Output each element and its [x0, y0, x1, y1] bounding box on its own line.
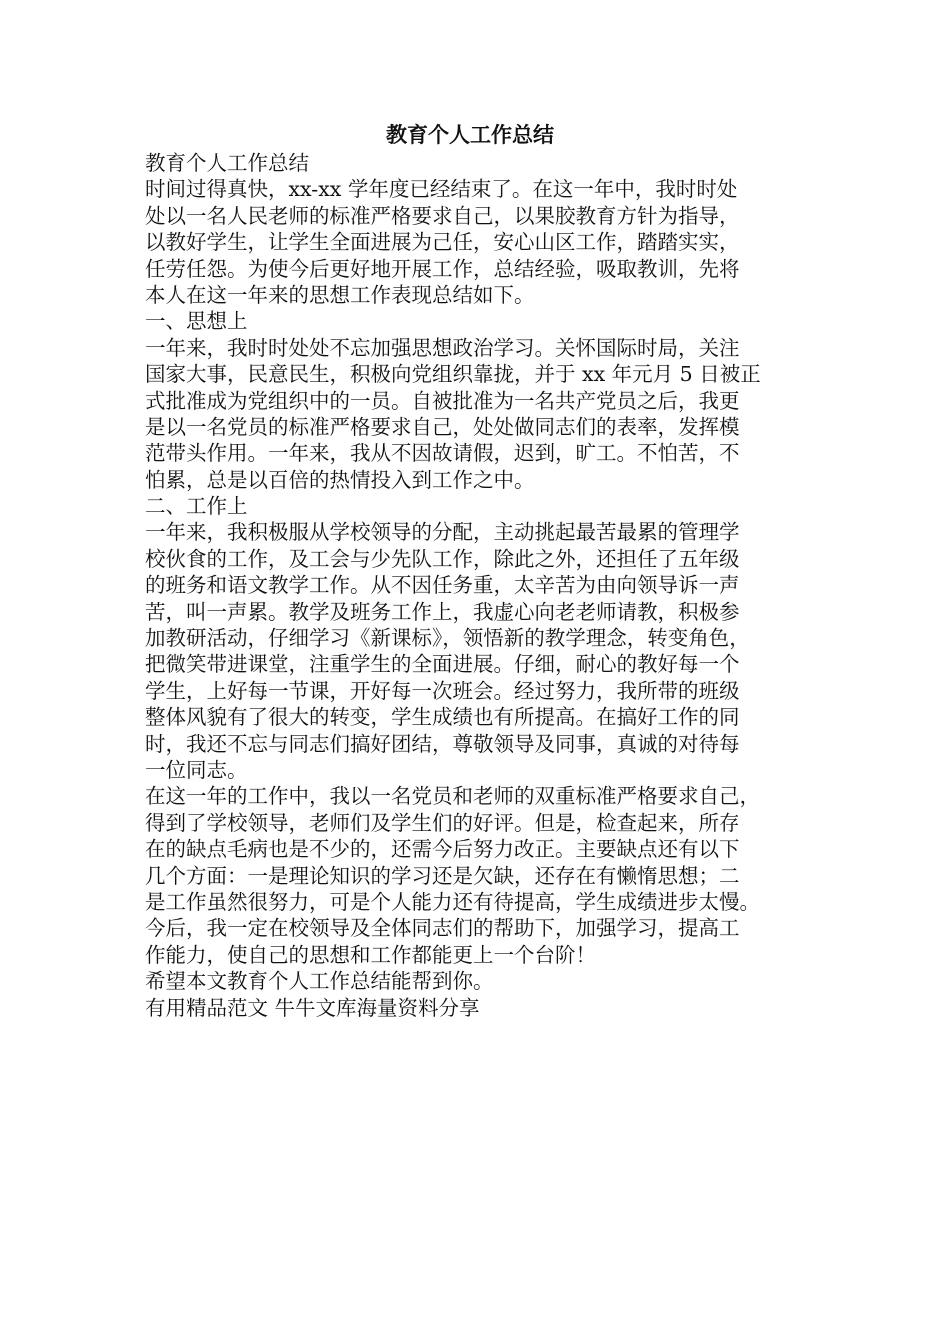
text-line: 处以一名人民老师的标准严格要求自己，以果胶教育方针为指导， [145, 203, 740, 228]
text-line: 学生，上好每一节课，开好每一次班会。经过努力，我所带的班级 [145, 678, 740, 703]
document-title: 教育个人工作总结 [386, 122, 554, 147]
document-page [145, 120, 815, 1021]
text-line: 时间过得真快，xx-xx 学年度已经结束了。在这一年中，我时时处 [145, 177, 738, 202]
text-line: 是以一名党员的标准严格要求自己，处处做同志们的表率，发挥模 [145, 414, 740, 439]
text-line: 有用精品范文 牛牛文库海量资料分享 [145, 995, 480, 1020]
text-line: 一位同志。 [145, 757, 248, 782]
text-line: 在这一年的工作中，我以一名党员和老师的双重标准严格要求自己， [145, 784, 760, 809]
text-line: 整体风貌有了很大的转变，学生成绩也有所提高。在搞好工作的同 [145, 705, 740, 730]
text-line: 得到了学校领导，老师们及学生们的好评。但是，检查起来，所存 [145, 810, 740, 835]
text-line: 国家大事，民意民生，积极向党组织靠拢，并于 xx 年元月 5 日被正 [145, 362, 761, 387]
text-line: 任劳任怨。为使今后更好地开展工作，总结经验，吸取教训，先将 [145, 256, 740, 281]
text-line: 几个方面：一是理论知识的学习还是欠缺，还存在有懒惰思想；二 [145, 863, 740, 888]
text-line: 希望本文教育个人工作总结能帮到你。 [145, 969, 494, 994]
text-line: 校伙食的工作，及工会与少先队工作，除此之外，还担任了五年级 [145, 546, 740, 571]
text-line: 在的缺点毛病也是不少的，还需今后努力改正。主要缺点还有以下 [145, 837, 740, 862]
text-line: 二、工作上 [145, 494, 248, 519]
text-line: 加教研活动，仔细学习《新课标》，领悟新的教学理念，转变角色， [145, 626, 750, 651]
text-line: 今后，我一定在校领导及全体同志们的帮助下，加强学习，提高工 [145, 916, 740, 941]
text-line: 作能力，使自己的思想和工作都能更上一个台阶！ [145, 942, 596, 967]
text-line: 一年来，我积极服从学校领导的分配，主动挑起最苦最累的管理学 [145, 520, 740, 545]
text-line: 教育个人工作总结 [145, 151, 309, 175]
text-line: 式批准成为党组织中的一员。自被批准为一名共产党员之后，我更 [145, 388, 740, 413]
text-line: 把微笑带进课堂，注重学生的全面进展。仔细，耐心的教好每一个 [145, 652, 740, 677]
text-line: 范带头作用。一年来，我从不因故请假，迟到，旷工。不怕苦，不 [145, 441, 740, 466]
text-line: 苦，叫一声累。教学及班务工作上，我虚心向老老师请教，积极参 [145, 599, 740, 624]
text-line: 一、思想上 [145, 309, 248, 334]
text-line: 一年来，我时时处处不忘加强思想政治学习。关怀国际时局，关注 [145, 335, 740, 360]
text-line: 本人在这一年来的思想工作表现总结如下。 [145, 282, 535, 307]
text-line: 是工作虽然很努力，可是个人能力还有待提高，学生成绩进步太慢。 [145, 889, 760, 914]
text-line: 的班务和语文教学工作。从不因任务重，太辛苦为由向领导诉一声 [145, 573, 740, 598]
text-line: 怕累，总是以百倍的热情投入到工作之中。 [145, 467, 535, 492]
document-body [145, 150, 815, 1021]
text-line: 以教好学生，让学生全面进展为己任，安心山区工作，踏踏实实， [145, 230, 740, 255]
text-line: 时，我还不忘与同志们搞好团结，尊敬领导及同事，真诚的对待每 [145, 731, 740, 756]
